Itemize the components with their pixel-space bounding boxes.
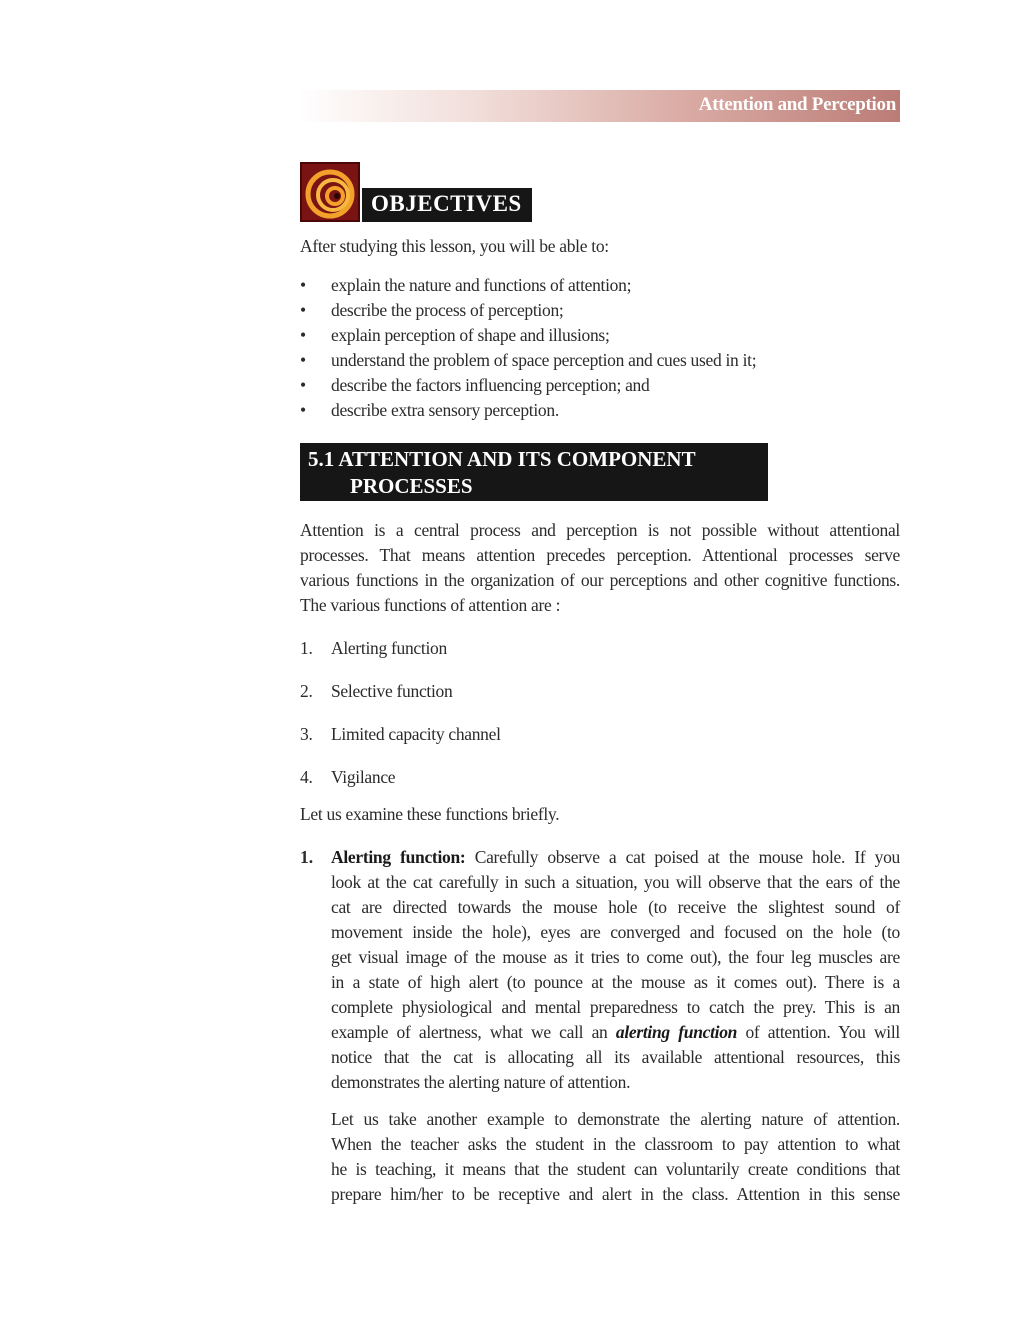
objectives-intro: After studying this lesson, you will be able to: [300,236,609,256]
objective-item: • explain perception of shape and illusions; [300,323,900,348]
paragraph-line: he is teaching, it means that the student can voluntarily create conditions that [331,1159,900,1179]
paragraph-line: notice that the cat is allocating all its available attentional resources, this [331,1047,900,1067]
second-example-paragraph [331,1107,900,1207]
alerting-function-emphasis: alerting function [615,1022,738,1042]
item-number: 3. [300,724,313,744]
paragraph-line: Let us take another example to demonstrate the alerting nature of attention. [331,1109,900,1129]
bullet-icon: • [300,375,306,395]
alerting-lead: Alerting function: [331,847,466,867]
paragraph-line: various functions in the organization of our perceptions and other cognitive functions. [300,570,900,590]
bullet-icon: • [300,350,306,370]
item-label: Vigilance [331,767,396,787]
paragraph-line [331,845,900,870]
function-item-1 [300,636,900,661]
function-item-2 [300,679,900,704]
objective-item: • describe extra sensory perception. [300,398,900,423]
paragraph-line: When the teacher asks the student in the classroom to pay attention to what [331,1134,900,1154]
item-number: 2. [300,681,313,701]
line-text: of attention. You will [737,1022,900,1042]
section-heading-line1: 5.1 ATTENTION AND ITS COMPONENT [308,447,696,471]
concentric-rings-icon [302,164,358,220]
paragraph-line: get visual image of the mouse as it tries to come out), the four leg muscles are [331,947,900,967]
objective-item: • describe the process of perception; [300,298,900,323]
paragraph-line: prepare him/her to be receptive and alert in the class. Attention in this sense [331,1184,900,1204]
objectives-list [300,273,900,423]
item-label: Alerting function [331,638,447,658]
bullet-icon: • [300,325,306,345]
target-icon [300,162,360,222]
running-header-band [298,90,900,122]
section-heading-line2: PROCESSES [350,474,473,498]
bullet-icon: • [300,275,306,295]
paragraph-line: Attention is a central process and perception is not possible without attentional [300,520,900,540]
objective-item: • understand the problem of space perception and cues used in it; [300,348,900,373]
bullet-icon: • [300,300,306,320]
objectives-heading: OBJECTIVES [362,188,532,222]
paragraph-line: The various functions of attention are : [300,595,561,615]
paragraph-line: in a state of high alert (to pounce at the mouse as it comes out). There is a [331,972,900,992]
alerting-number: 1. [300,847,314,867]
examine-sentence: Let us examine these functions briefly. [300,804,560,824]
paragraph-line [331,1020,900,1045]
item-label: Limited capacity channel [331,724,501,744]
paragraph-line: processes. That means attention precedes perception. Attentional processes serve [300,545,900,565]
paragraph-line: complete physiological and mental preparedness to catch the prey. This is an [331,997,900,1017]
paragraph-line: demonstrates the alerting nature of attention. [331,1072,631,1092]
bullet-icon: • [300,400,306,420]
item-number: 4. [300,767,313,787]
intro-paragraph [300,518,900,618]
line-text: example of alertness, what we call an [331,1022,616,1042]
objective-item: • explain the nature and functions of attention; [300,273,900,298]
objective-item: • describe the factors influencing perception; and [300,373,900,398]
item-number: 1. [300,638,313,658]
paragraph-line: look at the cat carefully in such a situation, you will observe that the ears of the [331,872,900,892]
running-header-title: Attention and Perception [698,94,896,115]
paragraph-line: cat are directed towards the mouse hole (to receive the slightest sound of [331,897,900,917]
alerting-paragraph [331,845,900,1095]
line-text: Carefully observe a cat poised at the mouse hole. If you [465,847,900,867]
item-label: Selective function [331,681,453,701]
section-heading [300,443,768,501]
function-item-4 [300,765,900,790]
paragraph-line: movement inside the hole), eyes are converged and focused on the hole (to [331,922,900,942]
function-item-3 [300,722,900,747]
